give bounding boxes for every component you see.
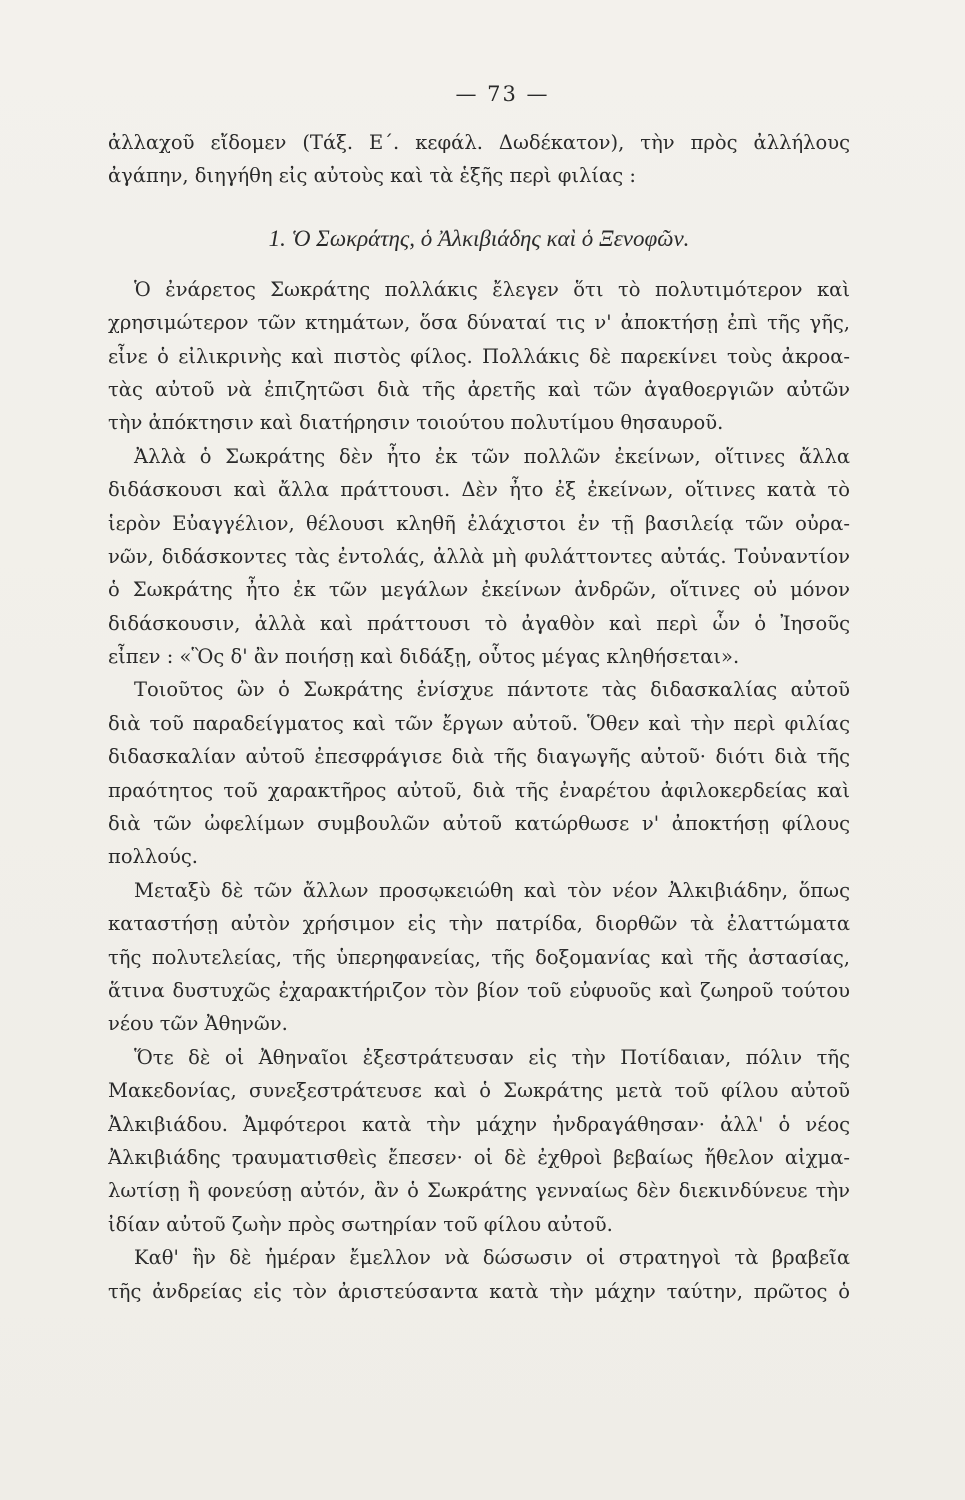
- text-line: διδασκαλίαν αὐτοῦ ἐπεσφράγισε διὰ τῆς διαγωγῆς αὐτοῦ· διότι διὰ τῆς: [108, 745, 850, 769]
- text-line: νῶν, διδάσκοντες τὰς ἐντολάς, ἀλλὰ μὴ φυλάττοντες αὐτάς. Τοὐναντίον: [108, 544, 850, 568]
- text-line: ἀγάπην, διηγήθη εἰς αὐτοὺς καὶ τὰ ἑξῆς περὶ φιλίας :: [108, 164, 636, 188]
- text-line: διὰ τῶν ὠφελίμων συμβουλῶν αὐτοῦ κατώρθωσε ν' ἀποκτήσῃ φίλους: [108, 812, 850, 836]
- text-line: διὰ τοῦ παραδείγματος καὶ τῶν ἔργων αὐτοῦ. Ὅθεν καὶ τὴν περὶ φιλίας: [108, 711, 850, 735]
- text-line: Ἀλκιβιάδης τραυματισθεὶς ἔπεσεν· οἱ δὲ ἐχθροὶ βεβαίως ἤθελον αἰχμα-: [108, 1145, 850, 1169]
- text-line: Καθ' ἣν δὲ ἡμέραν ἔμελλον νὰ δώσωσιν οἱ στρατηγοὶ τὰ βραβεῖα: [134, 1246, 850, 1270]
- paragraph: [108, 1241, 850, 1308]
- text-line: χρησιμώτερον τῶν κτημάτων, ὅσα δύναταί τις ν' ἀποκτήσῃ ἐπὶ τῆς γῆς,: [108, 311, 850, 335]
- text-line: Ἀλλὰ ὁ Σωκράτης δὲν ἦτο ἐκ τῶν πολλῶν ἐκείνων, οἵτινες ἄλλα: [134, 444, 850, 468]
- text-line: εἶπεν : «Ὃς δ' ἂν ποιήσῃ καὶ διδάξῃ, οὗτος μέγας κληθήσεται».: [108, 645, 740, 669]
- paragraph: [108, 673, 850, 873]
- paragraph: [108, 126, 850, 193]
- text-line: τὴν ἀπόκτησιν καὶ διατήρησιν τοιούτου πολυτίμου θησαυροῦ.: [108, 411, 724, 435]
- text-line: Ὅτε δὲ οἱ Ἀθηναῖοι ἐξεστράτευσαν εἰς τὴν Ποτίδαιαν, πόλιν τῆς: [134, 1045, 850, 1069]
- text-line: ἰδίαν αὐτοῦ ζωὴν πρὸς σωτηρίαν τοῦ φίλου αὐτοῦ.: [108, 1212, 613, 1236]
- text-line: διδάσκουσι καὶ ἄλλα πράττουσι. Δὲν ἦτο ἐξ ἐκείνων, οἵτινες κατὰ τὸ: [108, 478, 850, 502]
- text-line: διδάσκουσιν, ἀλλὰ καὶ πράττουσι τὸ ἀγαθὸν καὶ περὶ ὧν ὁ Ἰησοῦς: [108, 611, 850, 635]
- text-line: Μεταξὺ δὲ τῶν ἄλλων προσῳκειώθη καὶ τὸν νέον Ἀλκιβιάδην, ὅπως: [134, 878, 850, 902]
- text-line: εἶνε ὁ εἰλικρινὴς καὶ πιστὸς φίλος. Πολλάκις δὲ παρεκίνει τοὺς ἀκροα-: [108, 344, 850, 368]
- text-line: πολλούς.: [108, 845, 198, 869]
- text-line: ὁ Σωκράτης ἦτο ἐκ τῶν μεγάλων ἐκείνων ἀνδρῶν, οἵτινες οὐ μόνον: [108, 578, 850, 602]
- paragraph: [108, 874, 850, 1041]
- text-line: ἅτινα δυστυχῶς ἐχαρακτήριζον τὸν βίον τοῦ εὐφυοῦς καὶ ζωηροῦ τούτου: [108, 978, 850, 1002]
- paragraph: [108, 440, 850, 674]
- paragraph: [108, 273, 850, 440]
- page-number: — 73 —: [455, 82, 550, 106]
- text-line: Μακεδονίας, συνεξεστράτευσε καὶ ὁ Σωκράτης μετὰ τοῦ φίλου αὐτοῦ: [108, 1079, 850, 1103]
- text-line: καταστήσῃ αὐτὸν χρήσιμον εἰς τὴν πατρίδα, διορθῶν τὰ ἐλαττώματα: [108, 912, 850, 936]
- text-line: λωτίσῃ ἢ φονεύσῃ αὐτόν, ἂν ὁ Σωκράτης γενναίως δὲν διεκινδύνευε τὴν: [108, 1179, 850, 1203]
- text-line: Τοιοῦτος ὢν ὁ Σωκράτης ἐνίσχυε πάντοτε τὰς διδασκαλίας αὐτοῦ: [134, 678, 850, 702]
- section-heading: 1. Ὁ Σωκράτης, ὁ Ἀλκιβιάδης καὶ ὁ Ξενοφῶν.: [268, 225, 690, 251]
- text-line: νέου τῶν Ἀθηνῶν.: [108, 1012, 288, 1036]
- text-line: τῆς ἀνδρείας εἰς τὸν ἀριστεύσαντα κατὰ τὴν μάχην ταύτην, πρῶτος ὁ: [108, 1279, 850, 1303]
- paragraph: [108, 1041, 850, 1241]
- page-text: [108, 126, 850, 1308]
- text-line: ἀλλαχοῦ εἴδομεν (Τάξ. Ε΄. κεφάλ. Δωδέκατον), τὴν πρὸς ἀλλήλους: [108, 131, 850, 154]
- text-line: ἱερὸν Εὐαγγέλιον, θέλουσι κληθῆ ἐλάχιστοι ἐν τῇ βασιλείᾳ τῶν οὐρα-: [108, 511, 850, 535]
- text-line: τῆς πολυτελείας, τῆς ὑπερηφανείας, τῆς δοξομανίας καὶ τῆς ἀστασίας,: [108, 945, 850, 969]
- section-body: [108, 273, 850, 1308]
- text-line: Ὁ ἐνάρετος Σωκράτης πολλάκις ἔλεγεν ὅτι τὸ πολυτιμότερον καὶ: [134, 277, 850, 301]
- text-line: πραότητος τοῦ χαρακτῆρος αὐτοῦ, διὰ τῆς ἐναρέτου ἀφιλοκερδείας καὶ: [108, 778, 850, 802]
- text-line: τὰς αὐτοῦ νὰ ἐπιζητῶσι διὰ τῆς ἀρετῆς καὶ τῶν ἀγαθοεργιῶν αὐτῶν: [108, 377, 850, 401]
- text-line: Ἀλκιβιάδου. Ἀμφότεροι κατὰ τὴν μάχην ἠνδραγάθησαν· ἀλλ' ὁ νέος: [108, 1112, 850, 1136]
- intro-paragraph: [108, 126, 850, 193]
